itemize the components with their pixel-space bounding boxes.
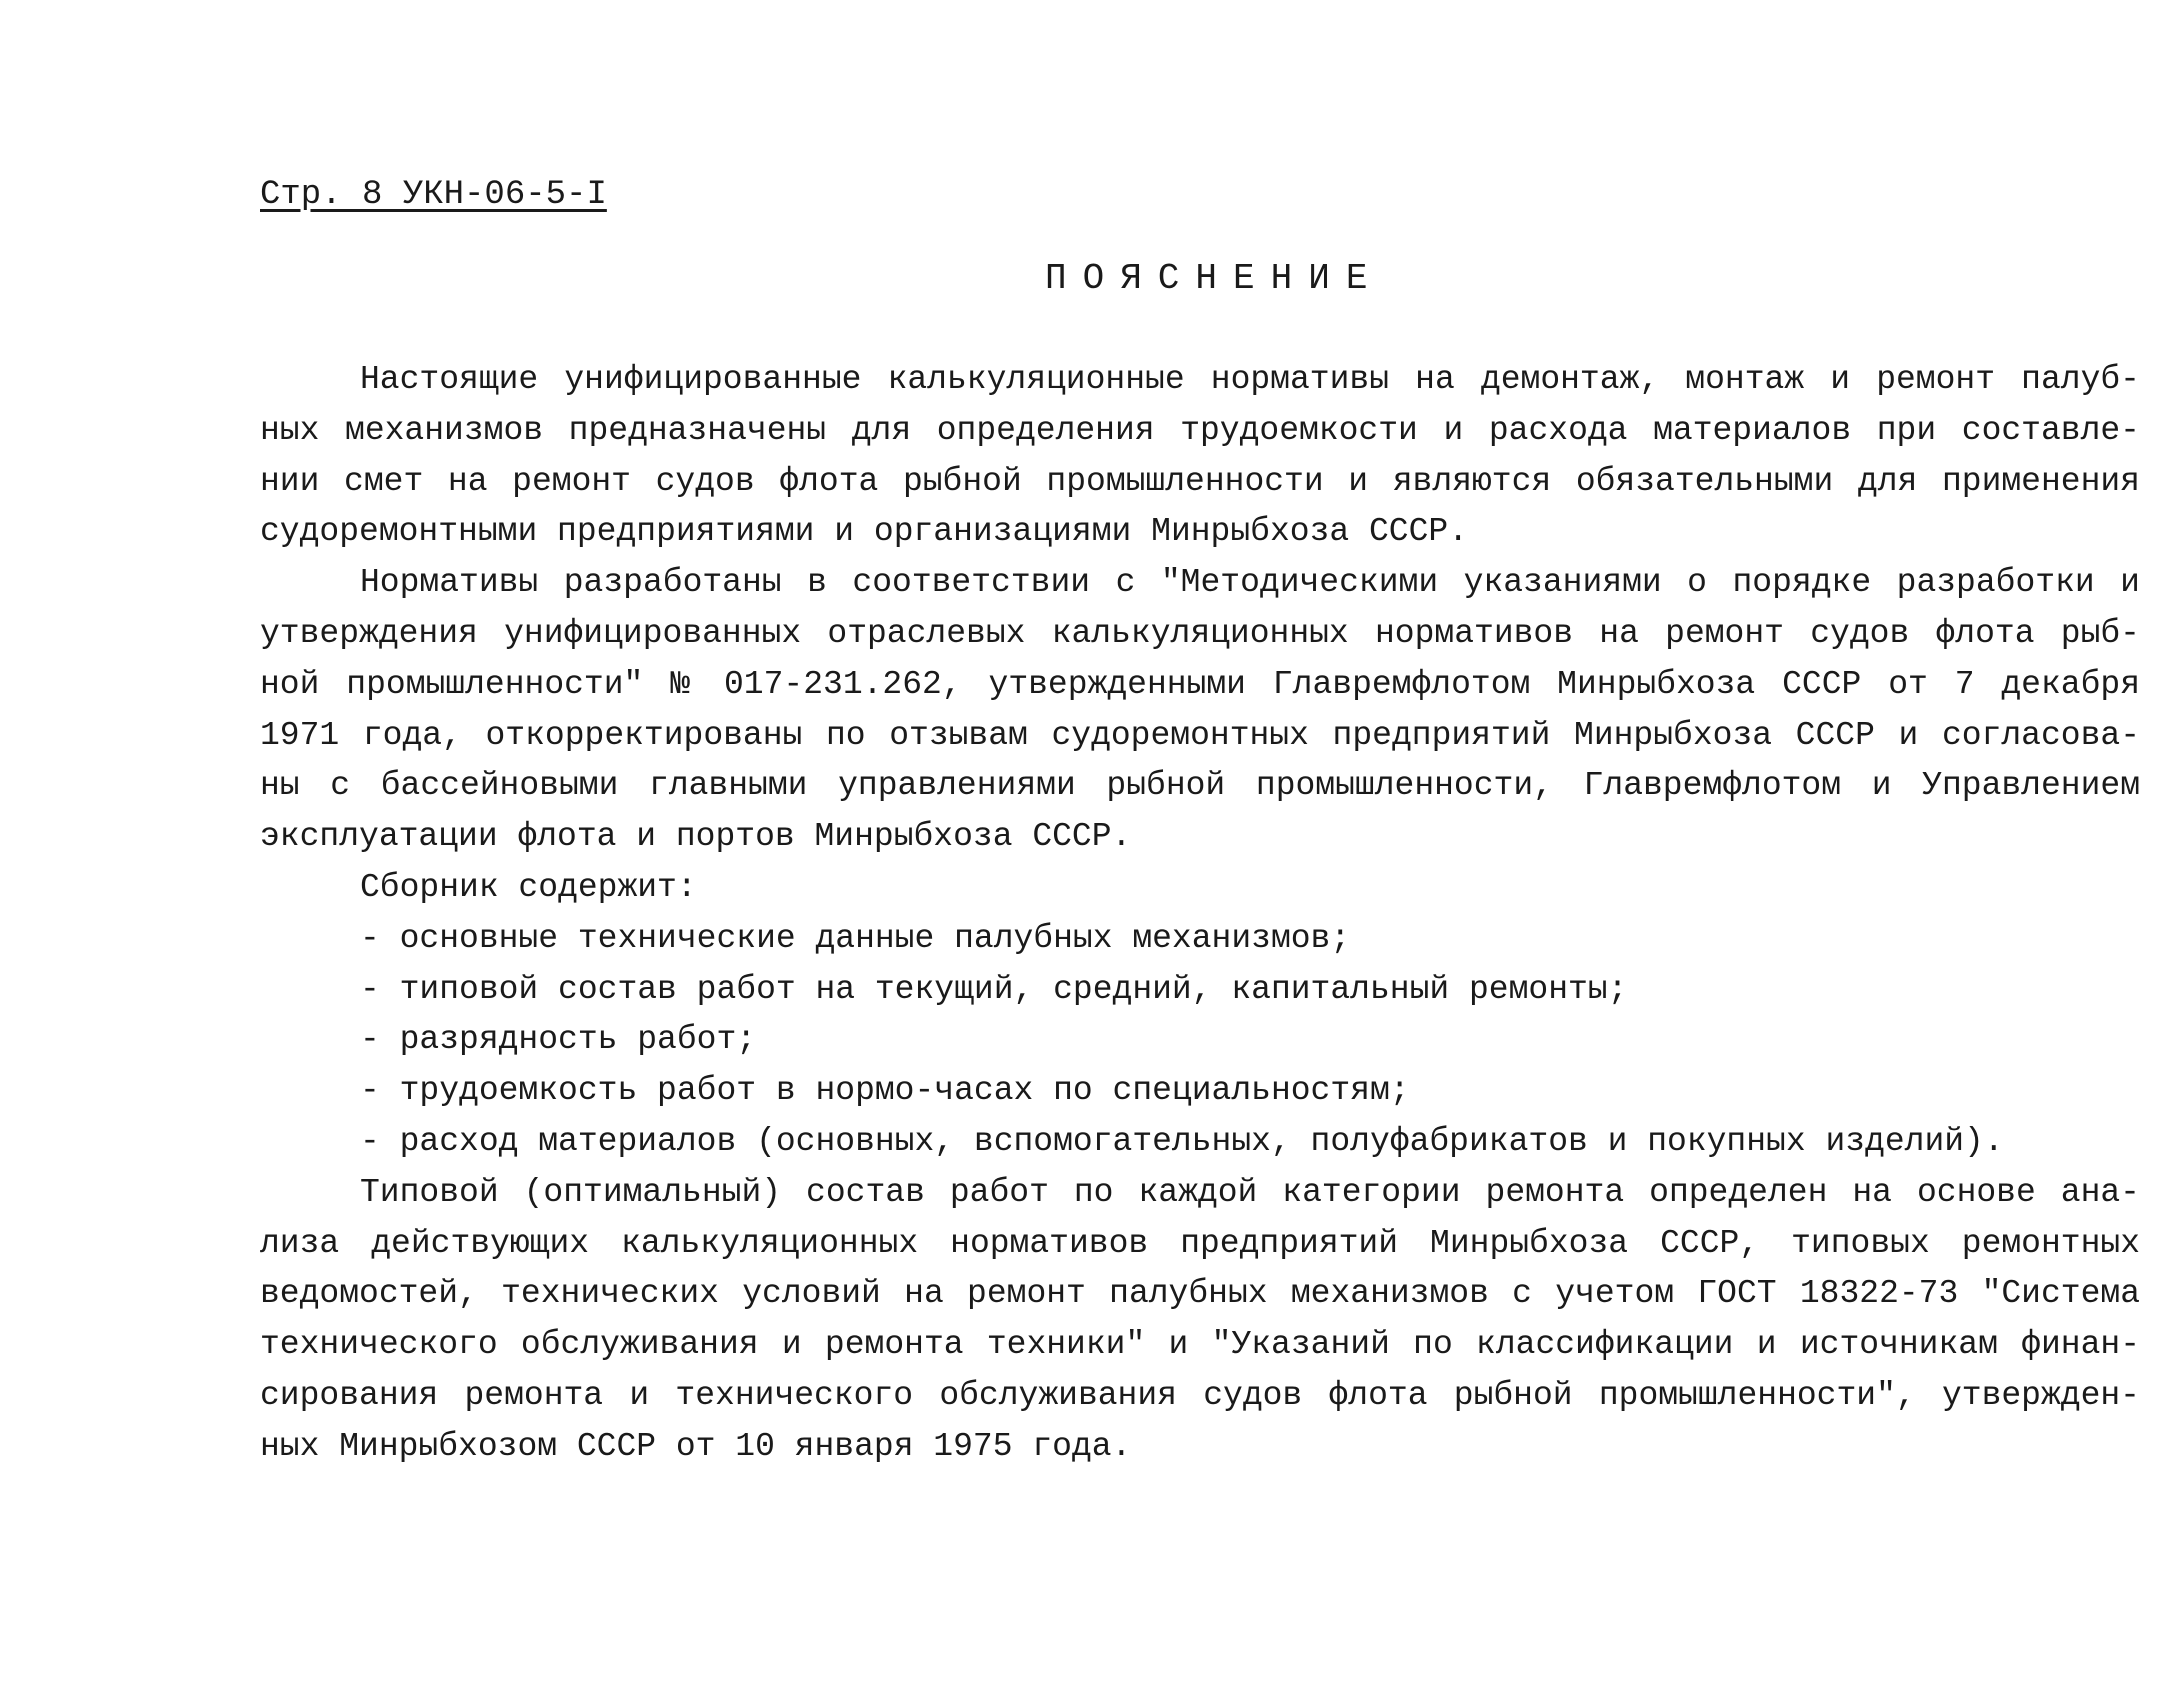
text-line: ных Минрыбхозом СССР от 10 января 1975 года.: [260, 1427, 1132, 1465]
page-title: ПОЯСНЕНИЕ: [1045, 258, 1384, 299]
list-item: - типовой состав работ на текущий, средний, капитальный ремонты;: [360, 970, 1628, 1008]
text-line: ведомостей, технических условий на ремонт палубных механизмов с учетом ГОСТ 18322-73 "Система: [260, 1275, 2140, 1313]
list-item: - расход материалов (основных, вспомогательных, полуфабрикатов и покупных изделий).: [360, 1122, 2004, 1160]
list-item: - разрядность работ;: [360, 1021, 757, 1059]
text-line: лиза действующих калькуляционных нормативов предприятий Минрыбхоза СССР, типовых ремонтных: [260, 1224, 2140, 1262]
text-line: ной промышленности" № 017-231.262, утвержденными Главремфлотом Минрыбхоза СССР от 7 декабря: [260, 665, 2140, 703]
text-line: судоремонтными предприятиями и организациями Минрыбхоза СССР.: [260, 513, 1468, 551]
text-line: утверждения унифицированных отраслевых калькуляционных нормативов на ремонт судов флота рыб-: [260, 614, 2140, 652]
text-line: ных механизмов предназначены для определения трудоемкости и расхода материалов при составле-: [260, 411, 2140, 449]
text-line: Нормативы разработаны в соответствии с "Методическими указаниями о порядке разработки и: [360, 564, 2140, 602]
text-line: технического обслуживания и ремонта техники" и "Указаний по классификации и источникам финан-: [260, 1326, 2140, 1364]
body-text: [260, 355, 2140, 1473]
text-line: эксплуатации флота и портов Минрыбхоза СССР.: [260, 818, 1132, 856]
text-line: ны с бассейновыми главными управлениями рыбной промышленности, Главремфлотом и Управлением: [260, 767, 2140, 805]
text-line: Типовой (оптимальный) состав работ по каждой категории ремонта определен на основе ана-: [360, 1173, 2140, 1211]
text-line: нии смет на ремонт судов флота рыбной промышленности и являются обязательными для применения: [260, 462, 2140, 500]
list-item: - трудоемкость работ в нормо-часах по специальностям;: [360, 1072, 1410, 1110]
text-line: Сборник содержит:: [360, 868, 697, 906]
page-reference: Стр. 8 УКН-06-5-I: [260, 176, 607, 214]
text-line: сирования ремонта и технического обслуживания судов флота рыбной промышленности", утвержден-: [260, 1376, 2140, 1414]
list-item: - основные технические данные палубных механизмов;: [360, 919, 1351, 957]
text-line: Настоящие унифицированные калькуляционные нормативы на демонтаж, монтаж и ремонт палуб-: [360, 361, 2140, 398]
text-line: 1971 года, откорректированы по отзывам судоремонтных предприятий Минрыбхоза СССР и согласова-: [260, 716, 2140, 754]
